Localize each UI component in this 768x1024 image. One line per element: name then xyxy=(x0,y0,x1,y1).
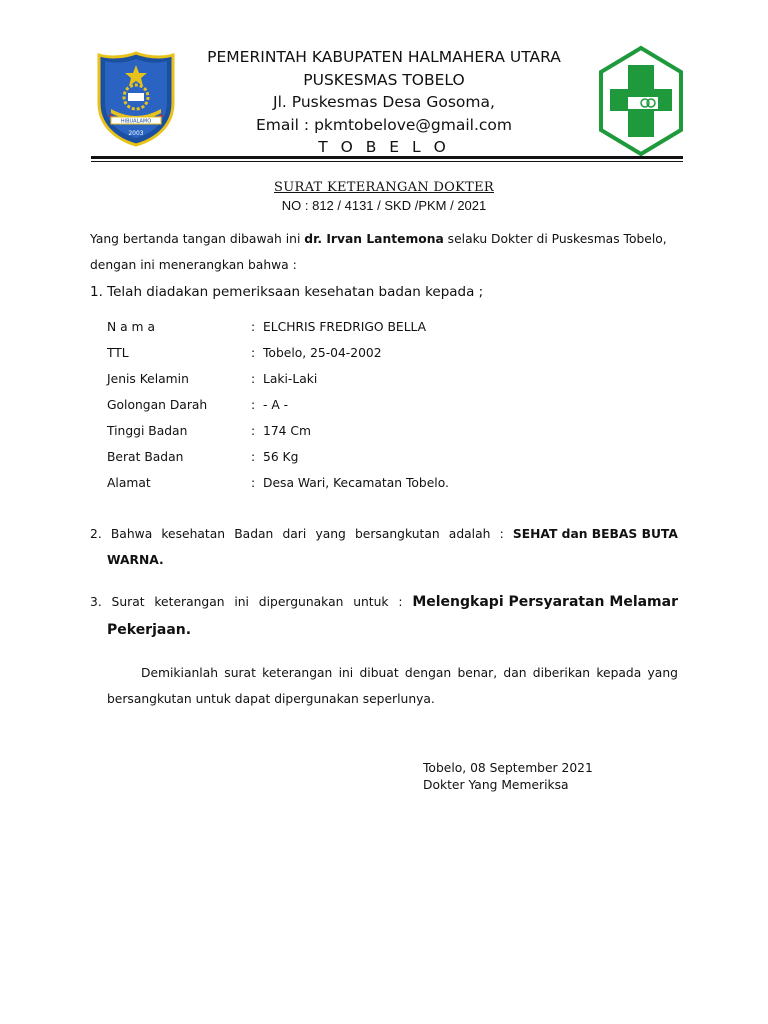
closing-word: dengan xyxy=(404,666,452,680)
patient-blood-colon: : xyxy=(251,398,256,412)
patient-name-colon: : xyxy=(251,320,256,334)
patient-weight-value: 56 Kg xyxy=(263,450,299,464)
patient-address-label: Alamat xyxy=(107,476,151,490)
point-2-word: bersangkutan xyxy=(355,527,440,541)
closing-word: ini xyxy=(338,666,354,680)
closing-line-2: bersangkutan untuk dapat dipergunakan seperlunya. xyxy=(107,692,435,706)
letterhead-institution: PUSKESMAS TOBELO xyxy=(303,70,465,89)
point-3-word: untuk xyxy=(353,595,389,609)
point-2-word: : xyxy=(499,527,504,541)
puskesmas-logo-icon xyxy=(598,45,684,157)
point-3-word: 3. xyxy=(90,595,102,609)
closing-word: dibuat xyxy=(359,666,399,680)
letterhead-address: Jl. Puskesmas Desa Gosoma, xyxy=(273,93,495,111)
patient-height-colon: : xyxy=(251,424,256,438)
closing-word: yang xyxy=(647,666,678,680)
patient-weight-label: Berat Badan xyxy=(107,450,184,464)
point-2-word: Badan xyxy=(234,527,274,541)
regency-emblem-icon xyxy=(97,51,175,147)
doctor-name: dr. Irvan Lantemona xyxy=(304,232,444,246)
patient-address-colon: : xyxy=(251,476,256,490)
patient-height-label: Tinggi Badan xyxy=(107,424,188,438)
patient-name-value: ELCHRIS FREDRIGO BELLA xyxy=(263,320,427,334)
closing-word: dan xyxy=(503,666,527,680)
patient-address-value: Desa Wari, Kecamatan Tobelo. xyxy=(263,476,449,490)
letterhead xyxy=(175,46,593,159)
point-2-result: SEHAT dan BEBAS BUTA xyxy=(512,527,678,541)
emblem-year-text: 2003 xyxy=(128,130,144,137)
point-2-word: Bahwa xyxy=(110,527,153,541)
closing-word: surat xyxy=(224,666,256,680)
signature-role: Dokter Yang Memeriksa xyxy=(423,778,569,792)
patient-gender-label: Jenis Kelamin xyxy=(107,372,189,386)
patient-weight-colon: : xyxy=(251,450,256,464)
letterhead-rule-thin xyxy=(91,161,683,162)
patient-height-value: 174 Cm xyxy=(263,424,311,438)
intro-post: selaku Dokter di Puskesmas Tobelo, xyxy=(443,232,667,246)
point-3-purpose: Melengkapi Persyaratan Melamar xyxy=(412,594,678,610)
point-2-word: dari xyxy=(282,527,307,541)
closing-word: Demikianlah xyxy=(141,666,219,680)
point-3-word: Surat xyxy=(111,595,145,609)
point-2-line-1 xyxy=(90,527,678,541)
point-2-word: yang xyxy=(315,527,346,541)
patient-gender-value: Laki-Laki xyxy=(263,372,318,386)
point-2-line-2: WARNA. xyxy=(107,553,164,567)
patient-ttl-value: Tobelo, 25-04-2002 xyxy=(263,346,382,360)
patient-name-label: N a m a xyxy=(107,320,155,334)
letterhead-rule-thick xyxy=(91,156,683,159)
patient-blood-label: Golongan Darah xyxy=(107,398,208,412)
point-3-line-1 xyxy=(90,594,678,610)
intro-line-1 xyxy=(90,232,667,246)
patient-gender-colon: : xyxy=(251,372,256,386)
intro-pre: Yang bertanda tangan dibawah ini xyxy=(90,232,305,246)
closing-word: kepada xyxy=(596,666,642,680)
point-2-word: 2. xyxy=(90,527,102,541)
point-2-word: kesehatan xyxy=(161,527,226,541)
letterhead-government: PEMERINTAH KABUPATEN HALMAHERA UTARA xyxy=(207,48,561,66)
signature-place-date: Tobelo, 08 September 2021 xyxy=(423,761,593,775)
point-3-word: : xyxy=(398,595,403,609)
document-title: SURAT KETERANGAN DOKTER xyxy=(274,180,494,195)
closing-word: benar, xyxy=(457,666,498,680)
letterhead-email: Email : pkmtobelove@gmail.com xyxy=(255,115,512,134)
document-number: NO : 812 / 4131 / SKD /PKM / 2021 xyxy=(281,198,487,213)
closing-word: diberikan xyxy=(532,666,591,680)
point-3-word: dipergunakan xyxy=(258,595,344,609)
closing-line-1 xyxy=(141,666,678,680)
patient-blood-value: - A - xyxy=(263,398,289,412)
patient-ttl-label: TTL xyxy=(107,346,129,360)
point-1: 1. Telah diadakan pemeriksaan kesehatan badan kepada ; xyxy=(90,284,484,300)
closing-word: keterangan xyxy=(262,666,333,680)
point-3-line-2: Pekerjaan. xyxy=(107,622,192,638)
point-3-word: ini xyxy=(234,595,249,609)
patient-ttl-colon: : xyxy=(251,346,256,360)
emblem-ribbon-text: HIBUALAMO xyxy=(120,118,152,125)
point-3-word: keterangan xyxy=(154,595,225,609)
intro-line-2: dengan ini menerangkan bahwa : xyxy=(90,258,297,272)
point-2-word: adalah xyxy=(448,527,491,541)
letterhead-city: T O B E L O xyxy=(318,138,450,156)
